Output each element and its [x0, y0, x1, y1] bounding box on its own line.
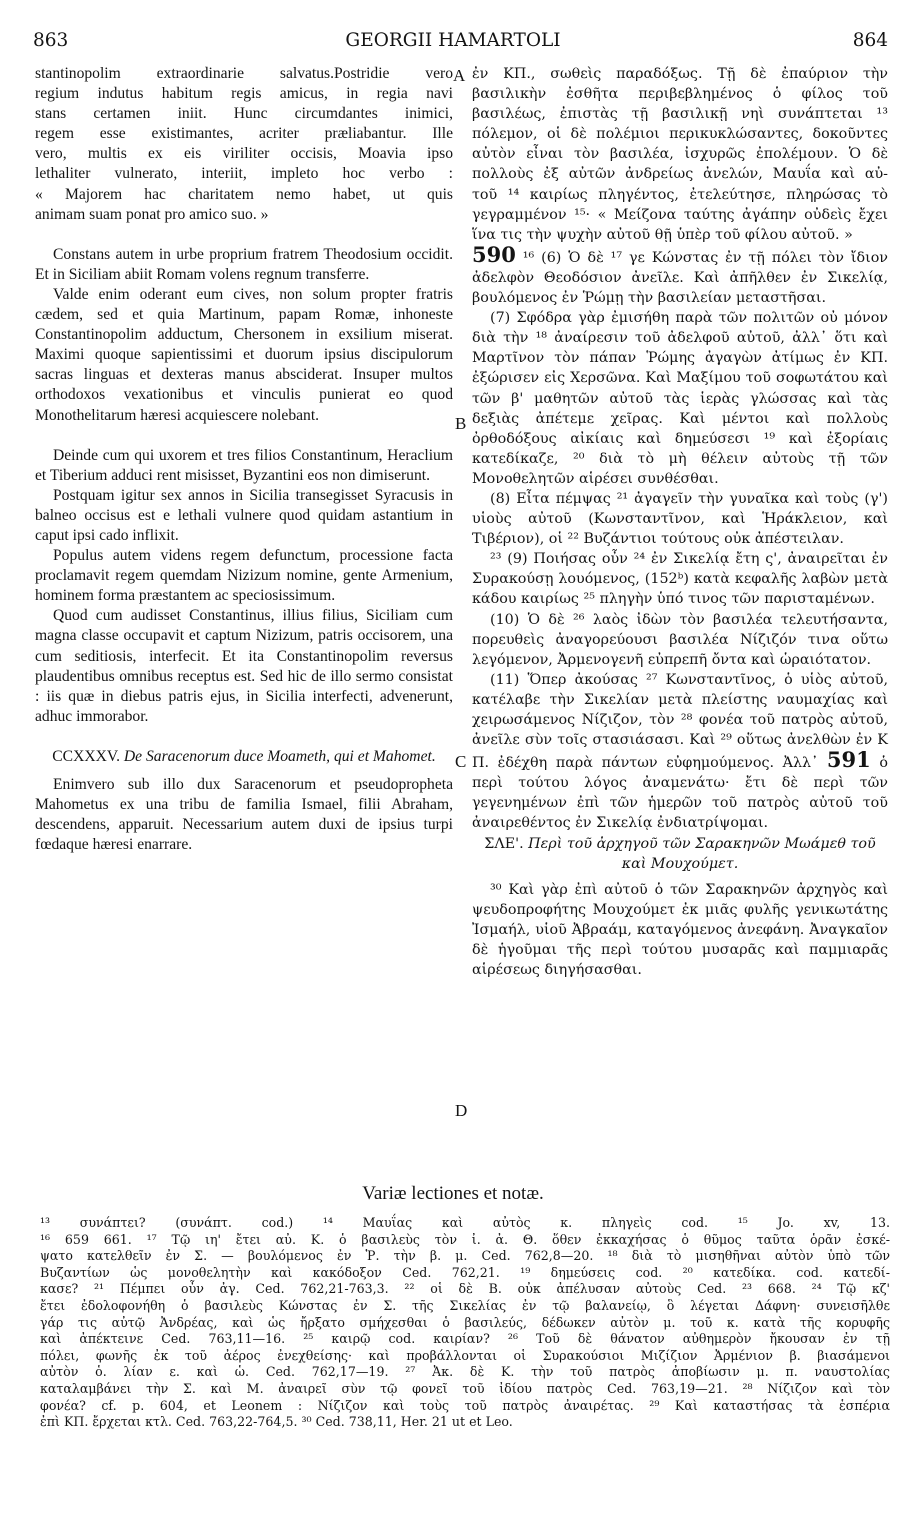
running-title: GEORGII HAMARTOLI: [345, 30, 561, 51]
greek-paragraph: [472, 241, 888, 308]
greek-paragraph: ²³ (9) Ποιήσας οὖν ²⁴ ἐν Σικελίᾳ ἔτη ς', ἀναιρεῖται ἐν Συρακούσῃ λουόμενος, (152ᵇ) κατὰ κεφαλῆς λαβὼν μετὰ κάδου καιρίως ²⁵ πληγὴν ὑπό τινος τῶν παρισταμένων.: [472, 551, 888, 608]
section-number-590: 590: [472, 241, 516, 267]
greek-line: πολλοὺς ἐξ αὐτῶν ἀνδρείως ἀνελών, Μαυΐα καὶ αὐ-: [472, 166, 888, 183]
greek-line: γεγραμμένον ¹⁵· « Μείζονα ταύτης ἀγάπην οὐδεὶς ἔχει: [472, 206, 888, 223]
latin-paragraph: Postquam igitur sex annos in Sicilia transegisset Syracusis in balneo occisus est e lethali vulnere quod quidam astantium in caput ipsi cado inflixit.: [35, 486, 453, 544]
notes-title: Variæ lectiones et notæ.: [362, 1183, 544, 1204]
latin-line: lethaliter vulnerato, interiit, impleto hoc verbo :: [35, 165, 453, 183]
greek-paragraph-text: ὁ περὶ τούτου λόγος ἀναμενάτω· ἔτι δὲ περὶ τῶν γεγενημένων ἐπὶ τῶν ἡμερῶν τοῦ πατρὸς αὐτοῦ τοῦ ἀναιρεθέντος ἐν Σικελίᾳ ἐνδιατρίψομαι.: [472, 755, 888, 832]
greek-line: αὐτὸν εἶναι τὸν βασιλέα, ἰσχυρῶς ἐπολέμουν. Ὁ δὲ: [472, 146, 888, 163]
greek-paragraph-text: (11) Ὅπερ ἀκούσας ²⁷ Κωνσταντῖνος, ὁ υἱὸς αὐτοῦ, κατέλαβε τὴν Σικελίαν μετὰ πλείστης ναυμαχίας καὶ χειρωσάμενος Νίζιζον, τὸν ²⁸ φονέα τοῦ πατρὸς αὐτοῦ, ἀνεῖλε σὺν τοῖς στασιάσασι. Καὶ ²⁹ οὕτως ἀνελθὼν ἐν Κ Π. ἐδέχθη παρὰ πάντων εὐφημούμενος. Ἀλλ᾽: [472, 671, 888, 772]
greek-line: βασιλικὴν ἐσθῆτα περιβεβλημένος ὁ φίλος τοῦ: [472, 86, 888, 103]
greek-chapter-title: Περὶ τοῦ ἀρχηγοῦ τῶν Σαρακηνῶν Μωάμεθ τοῦ καὶ Μουχούμετ.: [528, 835, 876, 872]
greek-paragraph: (8) Εἶτα πέμψας ²¹ ἀγαγεῖν τὴν γυναῖκα καὶ τοὺς (γ') υἱοὺς αὐτοῦ (Κωνσταντῖνον, καὶ Ἡράκλειον, καὶ Τιβέριον), οἱ ²² Βυζάντιοι τούτους οὐκ ἀπέστειλαν.: [472, 490, 888, 548]
latin-line: animam suam ponat pro amico suo. »: [35, 205, 269, 223]
greek-paragraph: [472, 670, 888, 834]
right-page-number: 864: [852, 30, 888, 51]
note-line: ἐπὶ ΚΠ. ἔρχεται κτλ. Ced. 763,22-764,5. ³⁰ Ced. 738,11, Her. 21 ut et Leo.: [40, 1414, 513, 1430]
greek-chapter-number: ΣΛΕ'.: [484, 835, 524, 852]
latin-line: regem esse existimantes, acriter præliabantur. Ille: [35, 125, 453, 143]
greek-line: ἐν ΚΠ., σωθεὶς παραδόξως. Τῇ δὲ ἐπαύριον τὴν: [472, 66, 888, 82]
note-line: καταλαμβάνει τὴν Σ. καὶ Μ. ἀναιρεῖ σὺν τῷ φονεῖ τοῦ ἰδίου πατρὸς Ced. 763,19—21. ²⁸ Νίζιζον καὶ τὸν: [40, 1380, 890, 1396]
margin-letter-b: B: [455, 414, 467, 433]
note-line: φονέα? cf. p. 604, et Leonem : Νίζιζον καὶ τοὺς τοῦ πατρὸς ἀναιρέτας. ²⁹ Καὶ καταστήσας τὰ ἑσπέρια: [40, 1397, 890, 1413]
greek-line: τοῦ ¹⁴ καιρίως πληγέντος, ἐτελεύτησε, πληρώσας τὸ: [472, 186, 888, 203]
greek-line: βασιλέως, ἐπιστὰς τῇ βασιλικῇ νηὶ συνάπτεται ¹³: [472, 106, 888, 123]
latin-chapter-heading: [35, 747, 453, 767]
greek-paragraph: (10) Ὁ δὲ ²⁶ λαὸς ἰδὼν τὸν βασιλέα τελευτήσαντα, πορευθεὶς ἀναγορεύουσι βασιλέα Νίζιζόν τινα οὕτω λεγόμενον, Ἀρμενογενῆ εὐπρεπῆ ὄντα καὶ ὡραιότατον.: [472, 611, 888, 668]
latin-paragraph: Constans autem in urbe proprium fratrem Theodosium occidit. Et in Siciliam abiit Romam volens regnum transferre.: [35, 245, 453, 283]
latin-paragraph: Valde enim oderant eum cives, non solum propter fratris cædem, sed et quia Martinum, papam Romæ, inhoneste Constantinopolim adductum, Chersonem in exsilium miserat. Maximi quoque sapientissimi et duorum ipsius discipulorum sacras linguas et dexteras manus absciderat. Insuper multos orthodoxos vexationibus et vinculis punierat eo quod Monothelitarum hæresi acquiescere nolebant.: [35, 285, 453, 424]
note-line: ἔτει ἐδολοφονήθη ὁ βασιλεὺς Κώνστας ἐν Σ. τῆς Σικελίας ἐν τῷ βαλανείῳ, ὃ λέγεται Δάφνη· συνεισῆλθε: [40, 1297, 890, 1313]
note-line: ¹⁶ 659 661. ¹⁷ Τῷ ιη' ἔτει αὐ. Κ. ὁ βασιλεὺς τὸν ἰ. ἀ. Θ. ὅθεν ἐκκαχήσας ὁ θῦμος ταῦτα ὁρᾶν ἐσκέ-: [40, 1231, 890, 1247]
latin-paragraph: Deinde cum qui uxorem et tres filios Constantinum, Heraclium et Tiberium adduci rent misisset, Byzantini eos non dimiserunt.: [35, 446, 453, 484]
margin-letter-d: D: [455, 1101, 468, 1120]
note-line: ¹³ συνάπτει? (συνάπτ. cod.) ¹⁴ Μαυΐας καὶ αὐτὸς κ. πληγεὶς cod. ¹⁵ Jo. xv, 13.: [40, 1215, 890, 1230]
note-line: καὶ ἀπέκτεινε Ced. 763,11—16. ²⁵ καιρῷ cod. καιρίαν? ²⁶ Τοῦ δὲ θάνατον αὐθημερὸν ἤκουσαν ἐν τῇ: [40, 1331, 890, 1347]
latin-chapter-number: CCXXXV.: [52, 747, 121, 765]
latin-line: stantinopolim extraordinarie salvatus.Postridie vero: [35, 65, 453, 82]
latin-line: regium indutus habitum regis amicus, in regia navi: [35, 85, 453, 103]
critical-notes: [40, 1215, 890, 1431]
note-line: πόλει, φωνῆς ἐκ τοῦ ἀέρος ἐνεχθείσης· καὶ προβάλλονται οἱ Συρακούσιοι Μιζίζιον Ἀρμένιον β. βιασάμενοι: [40, 1347, 890, 1363]
latin-line: vero, multis ex eis viriliter occisis, Moavia ipso: [35, 145, 453, 163]
greek-paragraph: ³⁰ Καὶ γὰρ ἐπὶ αὐτοῦ ὁ τῶν Σαρακηνῶν ἀρχηγὸς καὶ ψευδοπροφήτης Μουχούμετ ἐκ μιᾶς φυλῆς γενικωτάτης Ἰσμαήλ, υἱοῦ Ἀβραάμ, καταγόμενος ἀνεφάνη. Ἀναγκαῖον δὲ ἡγοῦμαι τῆς περὶ τούτου μυσαρᾶς καὶ παμμιαρᾶς αἱρέσεως διηγήσασθαι.: [472, 881, 888, 979]
note-line: γάρ τις αὐτῷ Ἀνδρέας, καὶ ὡς ἤρξατο σμήχεσθαι ὁ βασιλεύς, δέδωκεν αὐτὸν μ. τοῦ κ. κατὰ τῆς κορυφῆς: [40, 1314, 890, 1330]
note-line: ψατο κατελθεῖν ἐν Σ. — βουλόμενος ἐν Ῥ. τὴν β. μ. Ced. 762,8—20. ¹⁸ διὰ τὸ μισηθῆναι αὐτὸν ὑπὸ τῶν: [40, 1248, 890, 1264]
latin-paragraph: Enimvero sub illo dux Saracenorum et pseudopropheta Mahometus ex una tribu de familia Ismael, filii Abraham, descendens, apparuit. Necessarium autem duxi de ipsius turpi fœdaque hæresi enarrare.: [35, 776, 453, 854]
latin-column: [35, 64, 453, 855]
greek-line: ἵνα τις τὴν ψυχὴν αὐτοῦ θῇ ὑπὲρ τοῦ φίλου αὐτοῦ. »: [472, 226, 853, 243]
left-page-number: 863: [33, 30, 69, 51]
latin-paragraph: Populus autem videns regem defunctum, processione facta proclamavit regem quemdam Nizizum nomine, gente Armenium, hominem forma præstantem ac speciosissimum.: [35, 547, 453, 605]
margin-letter-a: A: [453, 66, 466, 85]
latin-paragraph: Quod cum audisset Constantinus, illius filius, Siciliam cum magna classe occupavit et captum Nizizum, patris occisorem, una cum seditiosis, interfecit. Et ita Constantinopolim reversus plaudentibus omnibus receptus est. Sed hic de illo sermo consistat : iis quæ in diebus patris ejus, in Sicilia interfecti, advenerunt, adhuc immorabor.: [35, 607, 453, 725]
greek-line: πόλεμον, οἱ δὲ πολέμιοι περικυκλώσαντες, δοκοῦντες: [472, 126, 888, 143]
latin-line: « Majorem hac charitatem nemo habet, ut quis: [35, 185, 453, 203]
margin-letter-c: C: [455, 752, 467, 771]
greek-column: [472, 64, 888, 980]
latin-line: stans certamen iniit. Hunc circumdantes inimici,: [35, 105, 453, 123]
note-line: αὐτὸν ὁ. λίαν ε. καὶ ὡ. Ced. 762,17—19. ²⁷ Ἀκ. δὲ Κ. τὴν τοῦ πατρὸς ἀποβίωσιν μ. π. ναυστολίας: [40, 1364, 890, 1380]
page-header: [0, 30, 906, 56]
note-line: κασε? ²¹ Πέμπει οὖν ἀγ. Ced. 762,21-763,3. ²² οἱ δὲ Β. οὐκ ἀπέλυσαν αὐτοὺς Ced. ²³ 668. ²⁴ Τῷ κζ': [40, 1281, 890, 1297]
latin-chapter-title: De Saracenorum duce Moameth, qui et Mahomet.: [123, 747, 436, 765]
greek-chapter-heading: [472, 834, 888, 874]
greek-paragraph: (7) Σφόδρα γὰρ ἐμισήθη παρὰ τῶν πολιτῶν οὐ μόνον διὰ τὴν ¹⁸ ἀναίρεσιν τοῦ ἀδελφοῦ αὐτοῦ, ἀλλ᾽ ὅτι καὶ Μαρτῖνον τὸν πάπαν Ῥώμης ἀγαγὼν ἀτίμως ἐν ΚΠ. ἐξώρισεν εἰς Χερσῶνα. Καὶ Μαξίμου τοῦ σοφωτάτου καὶ τῶν β' μαθητῶν αὐτοῦ τὰς ἱερὰς γλώσσας καὶ τὰς δεξιὰς ἀπέτεμε χεῖρας. Καὶ μέντοι καὶ πολλοὺς ὀρθοδόξους αἰκίαις καὶ δημεύσεσι ¹⁹ καὶ ἐξορίαις κατεδίκαζε, ²⁰ διὰ τὸ μὴ θέλειν αὐτοὺς τῇ τῶν Μονοθελητῶν αἱρέσει συνθέσθαι.: [472, 310, 888, 487]
section-number-591: 591: [826, 747, 871, 773]
note-line: Βυζαντίων ὡς μονοθελητὴν καὶ κακόδοξον Ced. 762,21. ¹⁹ δημεύσεις cod. ²⁰ κατεδίκα. cod. κατεδί-: [40, 1264, 890, 1280]
greek-paragraph-text: ¹⁶ (6) Ὁ δὲ ¹⁷ γε Κώνστας ἐν τῇ πόλει τὸν ἴδιον ἀδελφὸν Θεοδόσιον ἀνεῖλε. Καὶ ἀπῆλθεν ἐν Σικελίᾳ, βουλόμενος ἐν Ῥώμῃ τὴν βασιλείαν μεταστῆσαι.: [472, 249, 888, 307]
